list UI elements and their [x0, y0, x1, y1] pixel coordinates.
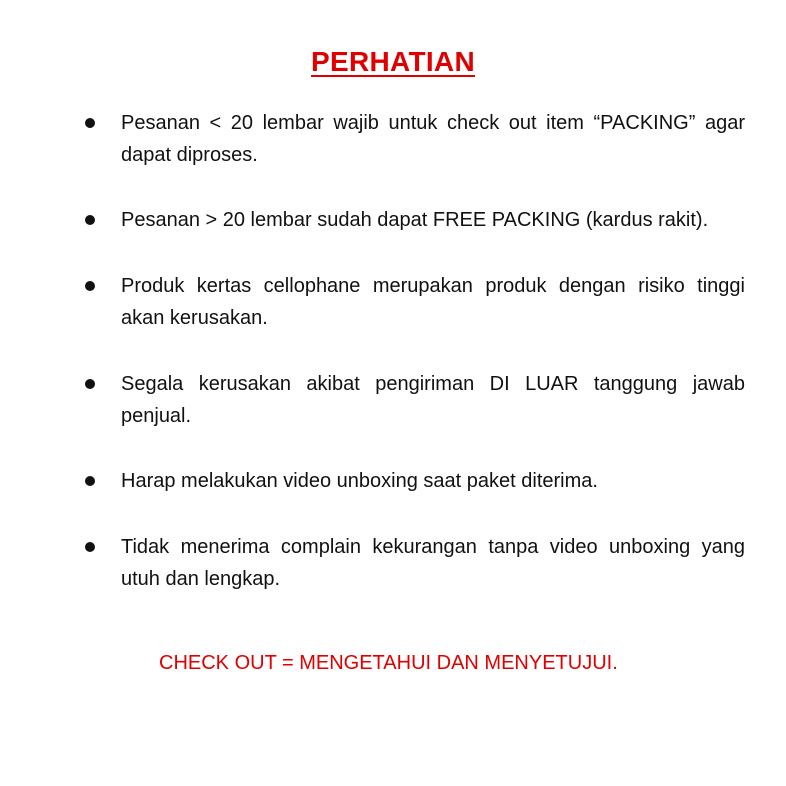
bullet-icon	[85, 281, 95, 291]
notice-item-text: Tidak menerima complain kekurangan tanpa video unboxing yang utuh dan lengkap.	[121, 536, 745, 590]
notice-item	[121, 465, 745, 497]
notice-item-text: Pesanan < 20 lembar wajib untuk check out item “PACKING” agar dapat diproses.	[121, 112, 745, 166]
notice-title-text: PERHATIAN	[311, 46, 475, 77]
agreement-note: CHECK OUT = MENGETAHUI DAN MENYETUJUI.	[159, 652, 618, 674]
notice-item-text: Produk kertas cellophane merupakan produk dengan risiko tinggi akan kerusakan.	[121, 275, 745, 329]
notice-item	[121, 107, 745, 171]
notice-item-text: Pesanan > 20 lembar sudah dapat FREE PACKING (kardus rakit).	[121, 209, 709, 231]
notice-item-text: Segala kerusakan akibat pengiriman DI LUAR tanggung jawab penjual.	[121, 373, 745, 427]
notice-item	[121, 531, 745, 595]
bullet-icon	[85, 379, 95, 389]
bullet-icon	[85, 542, 95, 552]
bullet-icon	[85, 118, 95, 128]
notice-item	[121, 204, 745, 236]
bullet-icon	[85, 215, 95, 225]
notice-item	[121, 368, 745, 432]
notice-item	[121, 270, 745, 334]
notice-item-text: Harap melakukan video unboxing saat paket diterima.	[121, 470, 598, 492]
bullet-icon	[85, 476, 95, 486]
